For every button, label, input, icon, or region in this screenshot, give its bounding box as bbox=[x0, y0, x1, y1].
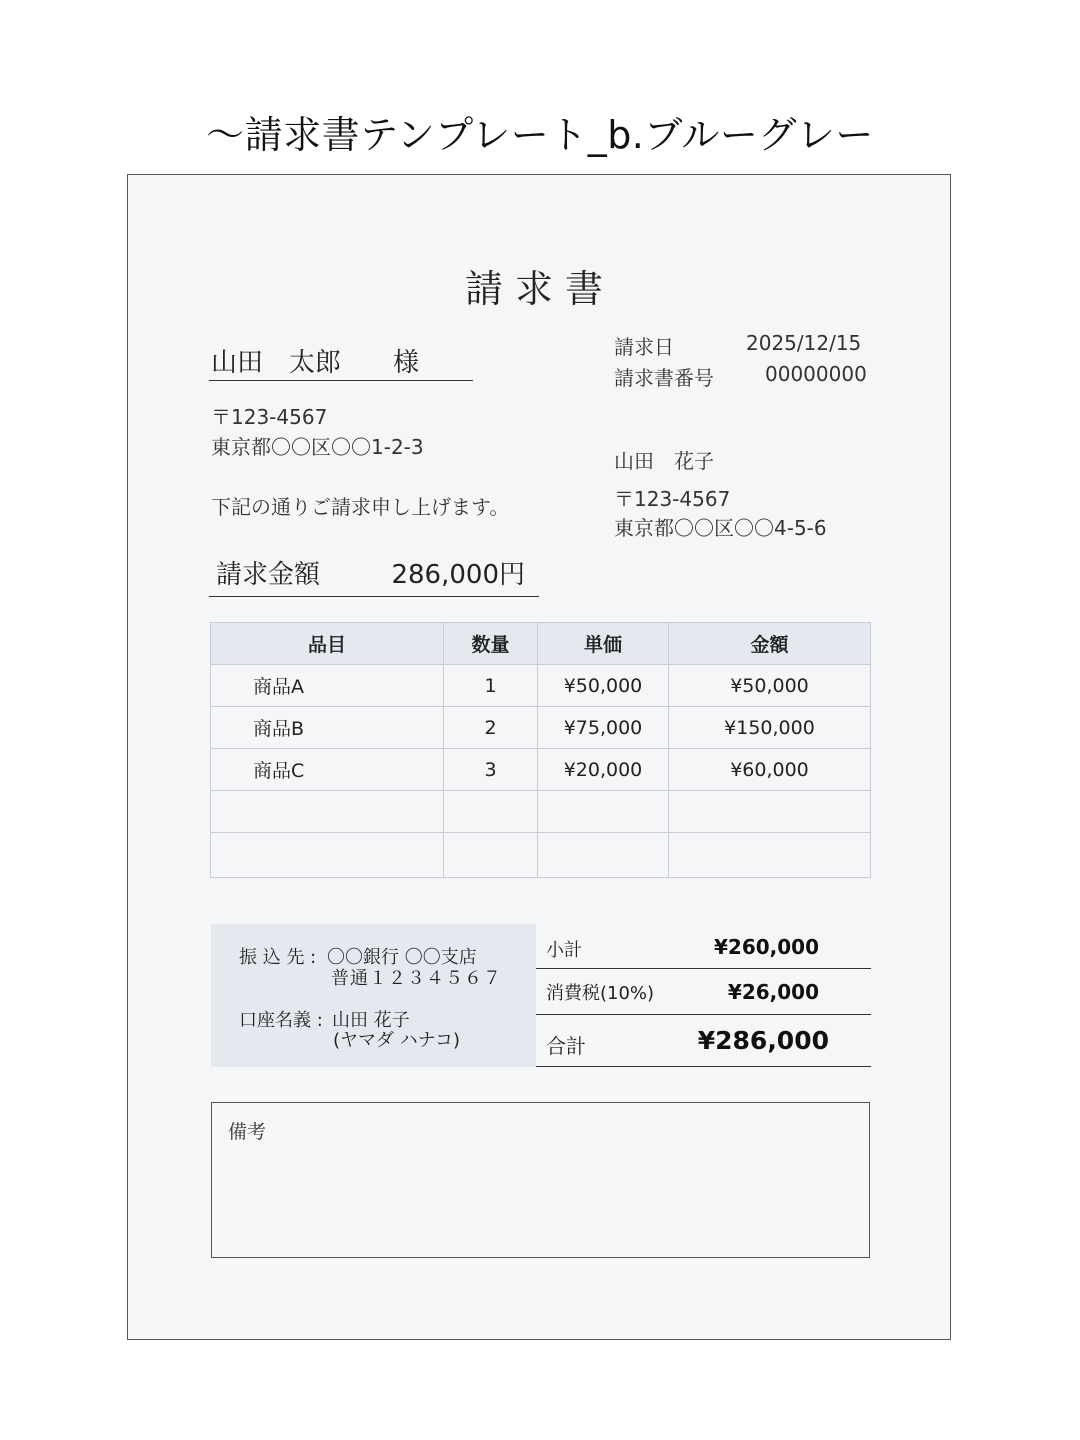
header-item: 品目 bbox=[211, 623, 444, 665]
notes-box bbox=[211, 1102, 870, 1258]
recipient-address: 東京都〇〇区〇〇1-2-3 bbox=[211, 435, 424, 459]
billing-amount-row bbox=[209, 552, 539, 597]
table-row-empty bbox=[211, 833, 871, 878]
recipient-postal: 〒123-4567 bbox=[211, 405, 328, 429]
bank-account: 普通１２３４５６７ bbox=[331, 968, 502, 989]
cell-quantity: 3 bbox=[444, 749, 538, 791]
header-amount: 金額 bbox=[669, 623, 871, 665]
subtotal-value: ¥260,000 bbox=[713, 935, 819, 959]
cell-empty bbox=[538, 833, 669, 878]
total-value: ¥286,000 bbox=[697, 1026, 829, 1055]
issuer-name: 山田 花子 bbox=[614, 449, 714, 473]
cell-item: 商品C bbox=[211, 749, 444, 791]
cell-amount: ¥50,000 bbox=[669, 665, 871, 707]
tax-label: 消費税(10%) bbox=[546, 983, 655, 1004]
table-row-empty bbox=[211, 791, 871, 833]
cell-unit-price: ¥75,000 bbox=[538, 707, 669, 749]
subtotal-row bbox=[536, 924, 871, 969]
cell-empty bbox=[669, 833, 871, 878]
table-header-row bbox=[211, 623, 871, 665]
invoice-number-value: 00000000 bbox=[765, 362, 867, 386]
bank-info-box bbox=[211, 924, 536, 1067]
total-row bbox=[536, 1014, 871, 1067]
recipient-underline bbox=[209, 380, 473, 381]
recipient-name: 山田 太郎 様 bbox=[211, 348, 420, 378]
account-holder-name: 山田 花子 bbox=[332, 1010, 410, 1031]
billing-amount-value: 286,000円 bbox=[391, 560, 525, 590]
cell-unit-price: ¥50,000 bbox=[538, 665, 669, 707]
transfer-label: 振 込 先 : bbox=[239, 947, 317, 968]
cell-empty bbox=[444, 791, 538, 833]
account-holder-label: 口座名義 : bbox=[239, 1010, 323, 1031]
invoice-date-label: 請求日 bbox=[614, 335, 674, 359]
subtotal-label: 小計 bbox=[546, 940, 582, 961]
issuer-address: 東京都〇〇区〇〇4-5-6 bbox=[614, 516, 827, 540]
invoice-number-label: 請求書番号 bbox=[614, 366, 714, 390]
table-row bbox=[211, 665, 871, 707]
cell-item: 商品A bbox=[211, 665, 444, 707]
cell-empty bbox=[444, 833, 538, 878]
cell-amount: ¥150,000 bbox=[669, 707, 871, 749]
table-row bbox=[211, 749, 871, 791]
tax-value: ¥26,000 bbox=[727, 980, 819, 1004]
cell-amount: ¥60,000 bbox=[669, 749, 871, 791]
cell-empty bbox=[211, 791, 444, 833]
cell-quantity: 1 bbox=[444, 665, 538, 707]
cell-empty bbox=[669, 791, 871, 833]
tax-row bbox=[536, 969, 871, 1015]
cell-item: 商品B bbox=[211, 707, 444, 749]
bank-name: 〇〇銀行 〇〇支店 bbox=[327, 947, 477, 968]
cell-quantity: 2 bbox=[444, 707, 538, 749]
account-holder-kana: (ヤマダ ハナコ) bbox=[333, 1030, 461, 1051]
page-heading: 〜請求書テンプレート_b.ブルーグレー bbox=[206, 113, 874, 157]
issuer-postal: 〒123-4567 bbox=[614, 487, 731, 511]
header-quantity: 数量 bbox=[444, 623, 538, 665]
header-unit-price: 単価 bbox=[538, 623, 669, 665]
billing-amount-label: 請求金額 bbox=[216, 560, 321, 590]
total-label: 合計 bbox=[546, 1034, 586, 1058]
cell-empty bbox=[538, 791, 669, 833]
document-title: 請求書 bbox=[464, 267, 615, 311]
cell-empty bbox=[211, 833, 444, 878]
invoice-message: 下記の通りご請求申し上げます。 bbox=[211, 495, 510, 519]
cell-unit-price: ¥20,000 bbox=[538, 749, 669, 791]
invoice-date-value: 2025/12/15 bbox=[746, 331, 862, 355]
table-row bbox=[211, 707, 871, 749]
notes-label: 備考 bbox=[228, 1121, 267, 1143]
items-table bbox=[210, 622, 871, 878]
